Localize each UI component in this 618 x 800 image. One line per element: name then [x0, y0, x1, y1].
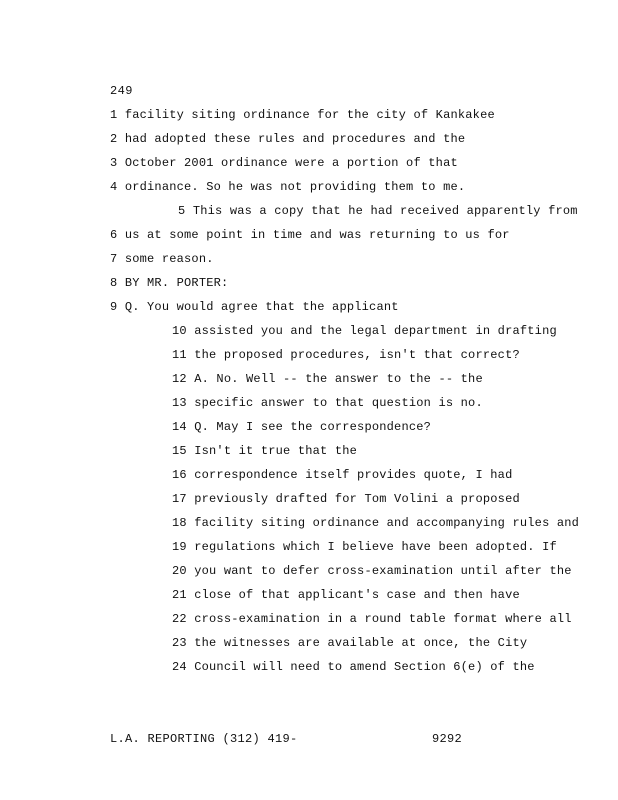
line-text: the proposed procedures, isn't that correct? — [194, 348, 520, 362]
transcript-line — [172, 420, 431, 434]
line-number: 13 — [172, 396, 187, 410]
line-number: 21 — [172, 588, 187, 602]
line-text: us at some point in time and was returning to us for — [124, 228, 510, 242]
line-text: Council will need to amend Section 6(e) of the — [194, 660, 535, 674]
line-text: regulations which I believe have been adopted. If — [194, 540, 557, 554]
line-text: some reason. — [124, 252, 214, 266]
line-number: 5 — [178, 204, 186, 218]
line-text: October 2001 ordinance were a portion of that — [124, 156, 458, 170]
transcript-line — [172, 636, 527, 650]
line-number: 19 — [172, 540, 187, 554]
line-number: 9 — [110, 300, 118, 314]
transcript-line — [110, 276, 228, 290]
transcript-line — [172, 492, 520, 506]
line-text: Q. You would agree that the applicant — [124, 300, 399, 314]
line-text: specific answer to that question is no. — [194, 396, 483, 410]
line-number: 22 — [172, 612, 187, 626]
line-text: Isn't it true that the — [194, 444, 358, 458]
line-text: correspondence itself provides quote, I had — [194, 468, 513, 482]
line-number: 15 — [172, 444, 187, 458]
line-text: previously drafted for Tom Volini a proposed — [194, 492, 520, 506]
footer-phone-suffix: 9292 — [432, 732, 463, 746]
line-number: 3 — [110, 156, 118, 170]
line-number: 2 — [110, 132, 118, 146]
line-number: 6 — [110, 228, 118, 242]
transcript-line — [110, 252, 214, 266]
line-text: you want to defer cross-examination until after the — [194, 564, 572, 578]
transcript-line — [172, 588, 520, 602]
line-text: Q. May I see the correspondence? — [194, 420, 432, 434]
transcript-line — [110, 156, 458, 170]
transcript-line — [172, 468, 512, 482]
line-text: close of that applicant's case and then have — [194, 588, 520, 602]
transcript-line — [172, 516, 579, 530]
transcript-line — [178, 204, 578, 218]
transcript-line — [172, 660, 535, 674]
line-text: facility siting ordinance and accompanying rules and — [194, 516, 580, 530]
line-number: 1 — [110, 108, 118, 122]
line-number: 20 — [172, 564, 187, 578]
transcript-line — [172, 396, 483, 410]
line-number: 12 — [172, 372, 187, 386]
line-text: facility siting ordinance for the city of Kankakee — [124, 108, 495, 122]
transcript-line — [110, 228, 510, 242]
line-number: 18 — [172, 516, 187, 530]
line-text: A. No. Well -- the answer to the -- the — [194, 372, 483, 386]
line-number: 24 — [172, 660, 187, 674]
line-number: 14 — [172, 420, 187, 434]
line-text: assisted you and the legal department in drafting — [194, 324, 557, 338]
line-text: had adopted these rules and procedures and the — [124, 132, 466, 146]
line-number: 11 — [172, 348, 187, 362]
line-text: the witnesses are available at once, the City — [194, 636, 528, 650]
line-number: 23 — [172, 636, 187, 650]
transcript-line — [172, 564, 572, 578]
line-text: ordinance. So he was not providing them to me. — [124, 180, 466, 194]
transcript-line — [172, 324, 557, 338]
transcript-line — [172, 444, 357, 458]
line-number: 17 — [172, 492, 187, 506]
line-number: 8 — [110, 276, 118, 290]
line-text: cross-examination in a round table format where all — [194, 612, 572, 626]
transcript-line — [172, 612, 572, 626]
line-number: 4 — [110, 180, 118, 194]
transcript-line — [110, 108, 495, 122]
transcript-line — [172, 540, 557, 554]
transcript-line — [110, 300, 399, 314]
transcript-line — [110, 180, 465, 194]
line-number: 10 — [172, 324, 187, 338]
line-text: BY MR. PORTER: — [124, 276, 229, 290]
line-number: 7 — [110, 252, 118, 266]
transcript-line — [110, 132, 465, 146]
transcript-line — [172, 372, 483, 386]
footer-reporter: L.A. REPORTING (312) 419- — [110, 732, 298, 746]
line-number: 16 — [172, 468, 187, 482]
line-text: This was a copy that he had received apparently from — [192, 204, 578, 218]
transcript-line — [172, 348, 520, 362]
page-number: 249 — [110, 84, 133, 98]
